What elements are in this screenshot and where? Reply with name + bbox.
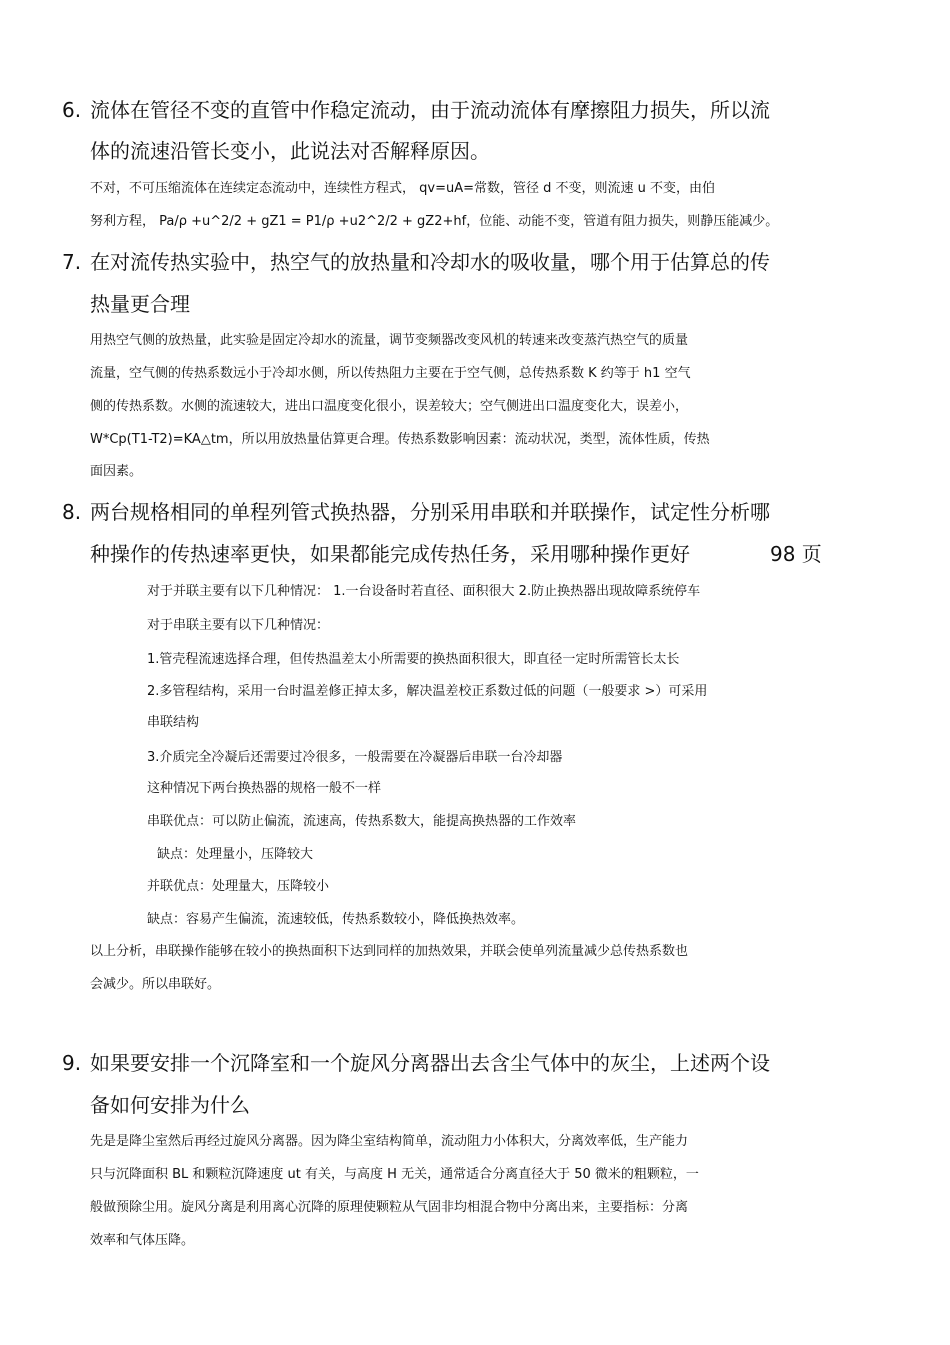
detail-line: 2.多管程结构，采用一台时温差修正掉太多，解决温差校正系数过低的问题（一般要求 >）可采用 [147, 684, 708, 699]
question-text-line: 体的流速沿管长变小，此说法对否解释原因。 [90, 139, 490, 163]
question-number: 8. [62, 500, 82, 524]
question-number: 6. [62, 98, 82, 122]
detail-line: 缺点：容易产生偏流，流速较低，传热系数较小，降低换热效率。 [147, 912, 525, 927]
detail-line: 这种情况下两台换热器的规格一般不一样 [147, 781, 382, 796]
answer-line: 只与沉降面积 BL 和颗粒沉降速度 ut 有关，与高度 H 无关，通常适合分离直径大于 50 微米的粗颗粒，一 [90, 1167, 699, 1182]
answer-line: 用热空气侧的放热量，此实验是固定冷却水的流量，调节变频器改变风机的转速来改变蒸汽热空气的质量 [90, 333, 689, 348]
page-reference: 98 页 [770, 542, 822, 566]
detail-line: 串联结构 [147, 715, 200, 730]
answer-line: W*Cp(T1-T2)=KA△tm，所以用放热量估算更合理。传热系数影响因素：流动状况，类型，流体性质，传热 [90, 432, 710, 447]
detail-line: 对于串联主要有以下几种情况： [147, 618, 330, 633]
answer-line: 努利方程， Pa/ρ +u^2/2 + gZ1 = P1/ρ +u2^2/2 + gZ2+hf，位能、动能不变，管道有阻力损失，则静压能减少。 [90, 214, 779, 229]
answer-line: 流量，空气侧的传热系数远小于冷却水侧，所以传热阻力主要在于空气侧，总传热系数 K 约等于 h1 空气 [90, 366, 691, 381]
conclusion-line: 以上分析，串联操作能够在较小的换热面积下达到同样的加热效果，并联会使单列流量减少总传热系数也 [90, 944, 689, 959]
question-text-line: 在对流传热实验中，热空气的放热量和冷却水的吸收量，哪个用于估算总的传 [90, 250, 770, 274]
detail-line: 对于并联主要有以下几种情况： 1.一台设备时若直径、面积很大 2.防止换热器出现故障系统停车 [147, 584, 701, 599]
detail-line: 串联优点：可以防止偏流，流速高，传热系数大，能提高换热器的工作效率 [147, 814, 577, 829]
answer-line: 般做预除尘用。旋风分离是利用离心沉降的原理使颗粒从气固非均相混合物中分离出来，主要指标：分离 [90, 1200, 689, 1215]
question-text-line: 如果要安排一个沉降室和一个旋风分离器出去含尘气体中的灰尘，上述两个设 [90, 1051, 770, 1075]
detail-line: 3.介质完全冷凝后还需要过冷很多，一般需要在冷凝器后串联一台冷却器 [147, 750, 563, 765]
answer-line: 先是是降尘室然后再经过旋风分离器。因为降尘室结构简单，流动阻力小体积大，分离效率低，生产能力 [90, 1134, 689, 1149]
detail-line: 缺点：处理量小，压降较大 [157, 847, 314, 862]
answer-line: 侧的传热系数。水侧的流速较大，进出口温度变化很小，误差较大；空气侧进出口温度变化大，误差小， [90, 399, 689, 414]
question-text-line: 热量更合理 [90, 292, 190, 316]
answer-line: 不对，不可压缩流体在连续定态流动中，连续性方程式， qv=uA=常数，管径 d 不变，则流速 u 不变，由伯 [90, 181, 716, 196]
detail-line: 1.管壳程流速选择合理，但传热温差太小所需要的换热面积很大，即直径一定时所需管长太长 [147, 652, 680, 667]
question-text-line: 种操作的传热速率更快，如果都能完成传热任务，采用哪种操作更好 [90, 542, 690, 566]
answer-line: 面因素。 [90, 464, 143, 479]
question-text-line: 流体在管径不变的直管中作稳定流动，由于流动流体有摩擦阻力损失，所以流 [90, 98, 770, 122]
answer-line: 效率和气体压降。 [90, 1233, 195, 1248]
question-text-line: 两台规格相同的单程列管式换热器，分别采用串联和并联操作，试定性分析哪 [90, 500, 770, 524]
conclusion-line: 会减少。所以串联好。 [90, 977, 221, 992]
question-number: 7. [62, 250, 82, 274]
question-number: 9. [62, 1051, 82, 1075]
detail-line: 并联优点：处理量大，压降较小 [147, 879, 330, 894]
question-text-line: 备如何安排为什么 [90, 1093, 250, 1117]
